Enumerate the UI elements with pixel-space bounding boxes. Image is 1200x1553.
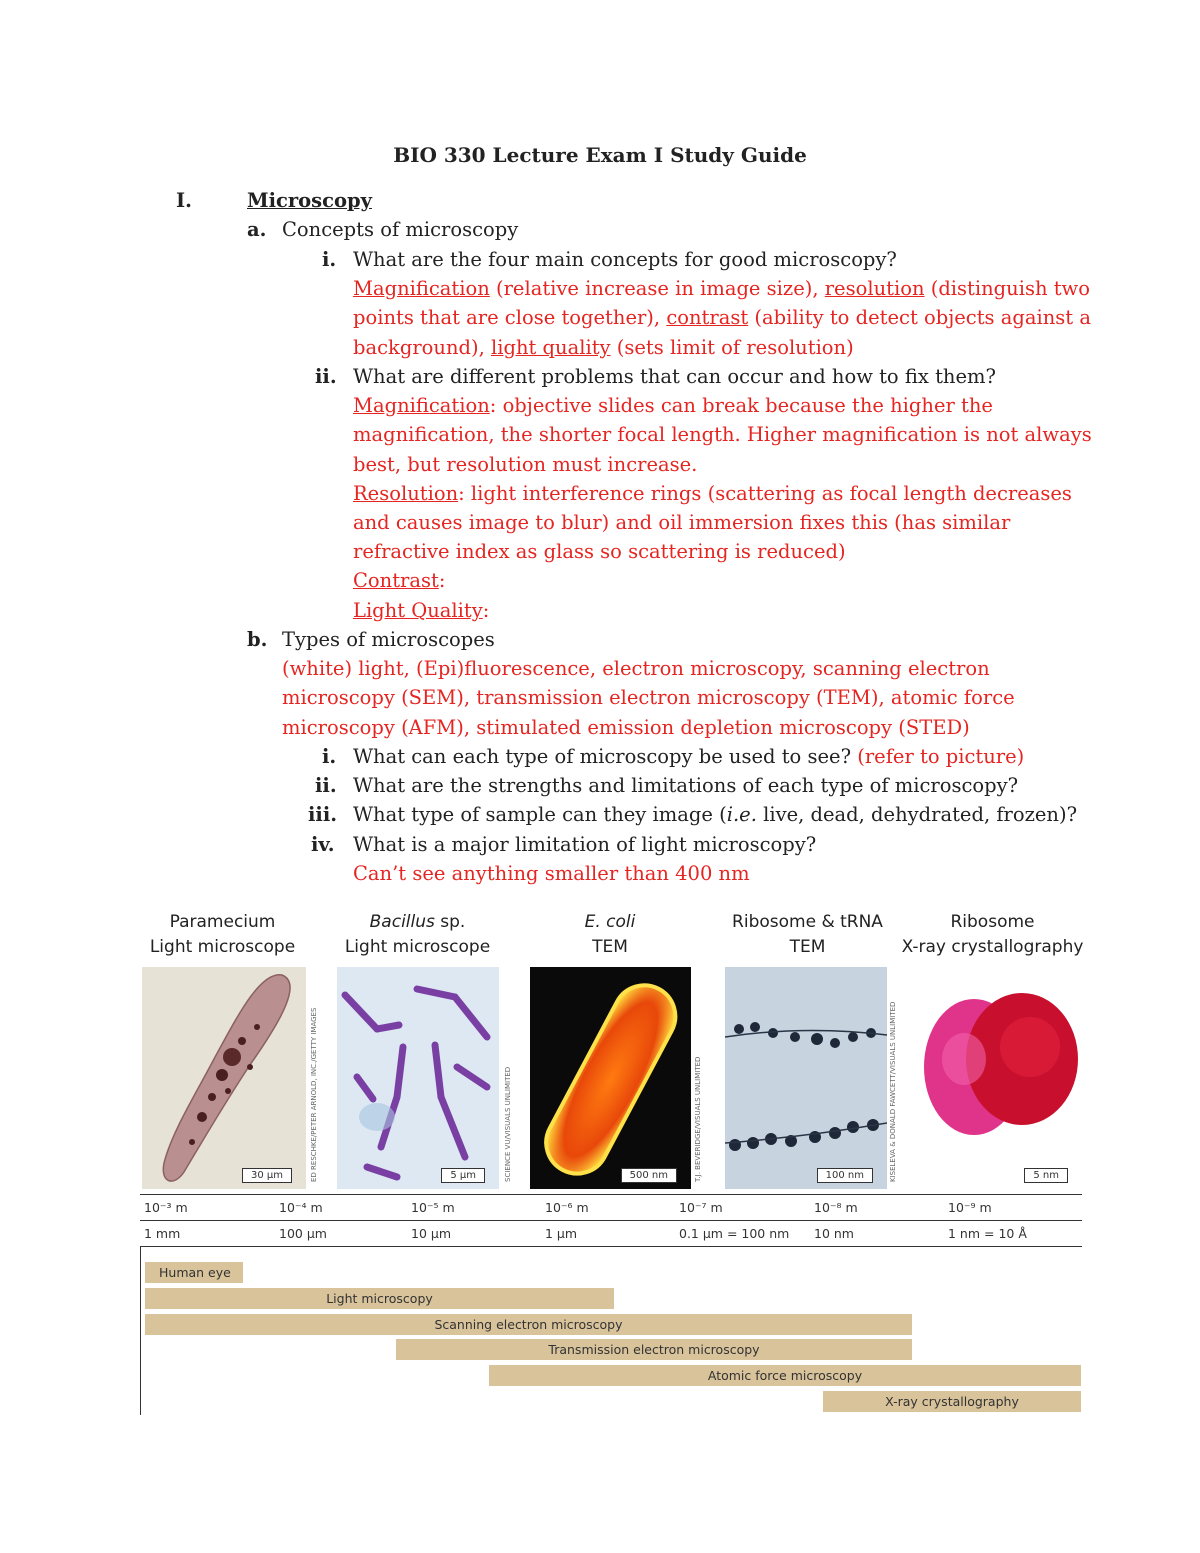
answer-text: (refer to picture) bbox=[857, 745, 1025, 768]
answer-text: : light interference rings (scattering as focal length decreases bbox=[458, 482, 1072, 505]
bacillus-drawing bbox=[337, 967, 499, 1189]
caption-text: sp. bbox=[434, 912, 466, 932]
scale-cell: 0.1 µm = 100 nm bbox=[679, 1226, 790, 1241]
technique-ranges bbox=[140, 1247, 1083, 1415]
range-bar-tem: Transmission electron microscopy bbox=[396, 1339, 912, 1360]
image-credit: KISELEVA & DONALD FAWCETT/VISUALS UNLIMITED bbox=[889, 1001, 897, 1182]
answer-text: background), bbox=[353, 336, 491, 359]
ecoli-image bbox=[530, 967, 691, 1189]
units-row bbox=[140, 1220, 1082, 1247]
item-a-ii-marker: ii. bbox=[315, 365, 337, 388]
item-b-iii-question bbox=[353, 800, 1077, 829]
caption-line: E. coli bbox=[584, 912, 636, 932]
item-a-label: Concepts of microscopy bbox=[282, 218, 519, 241]
caption-line: Paramecium bbox=[169, 912, 276, 932]
term-light-quality: Light Quality bbox=[353, 599, 483, 622]
meters-row bbox=[140, 1194, 1082, 1220]
scale-cell: 100 µm bbox=[279, 1226, 327, 1241]
scale-cell: 10 nm bbox=[814, 1226, 854, 1241]
scale-cell: 1 nm = 10 Å bbox=[948, 1226, 1027, 1241]
term-magnification: Magnification bbox=[353, 277, 490, 300]
item-b-ii-marker: ii. bbox=[315, 774, 337, 797]
scale-cell: 10 µm bbox=[411, 1226, 452, 1241]
caption-ecoli bbox=[530, 910, 690, 960]
answer-line: microscopy (AFM), stimulated emission depletion microscopy (STED) bbox=[282, 716, 970, 739]
range-bar-xray: X-ray crystallography bbox=[823, 1391, 1081, 1412]
answer-line: refractive index as glass so scattering is reduced) bbox=[353, 540, 846, 563]
answer-line bbox=[353, 303, 1091, 332]
range-bar-sem: Scanning electron microscopy bbox=[145, 1314, 912, 1335]
answer-line: magnification, the shorter focal length. Higher magnification is not always bbox=[353, 423, 1092, 446]
ribosome-tem-image bbox=[725, 967, 887, 1189]
answer-line: best, but resolution must increase. bbox=[353, 453, 698, 476]
item-b-i-marker: i. bbox=[322, 745, 337, 768]
answer-line bbox=[353, 566, 445, 595]
ribosome-tem-drawing bbox=[725, 967, 887, 1189]
answer-text: : objective slides can break because the higher the bbox=[489, 394, 993, 417]
item-b-ii-question: What are the strengths and limitations of each type of microscopy? bbox=[353, 774, 1019, 797]
caption-bacillus bbox=[335, 910, 500, 960]
term-light-quality: light quality bbox=[491, 336, 611, 359]
scale-cell: 10⁻⁹ m bbox=[948, 1200, 992, 1215]
image-credit: ED RESCHKE/PETER ARNOLD, INC./GETTY IMAGES bbox=[310, 1007, 318, 1182]
caption-line: Ribosome bbox=[950, 912, 1035, 932]
caption-line: TEM bbox=[789, 937, 826, 957]
paramecium-drawing bbox=[142, 967, 306, 1189]
item-b-label: Types of microscopes bbox=[282, 628, 495, 651]
caption-line bbox=[335, 910, 500, 935]
answer-line bbox=[353, 596, 489, 625]
caption-line: Light microscope bbox=[344, 937, 491, 957]
answer-text: (ability to detect objects against a bbox=[748, 306, 1091, 329]
caption-paramecium bbox=[140, 910, 305, 960]
section-heading: Microscopy bbox=[247, 189, 372, 212]
scale-cell: 10⁻⁸ m bbox=[814, 1200, 858, 1215]
scale-table bbox=[140, 1194, 1082, 1247]
term-resolution: Resolution bbox=[353, 482, 459, 505]
bacillus-image bbox=[337, 967, 499, 1189]
ribosome-xray-drawing bbox=[910, 967, 1082, 1189]
microscopy-scale-figure bbox=[140, 910, 1082, 1415]
answer-text: (sets limit of resolution) bbox=[610, 336, 854, 359]
item-b-iv-marker: iv. bbox=[311, 833, 335, 856]
scale-cell: 10⁻³ m bbox=[144, 1200, 188, 1215]
item-b-iv-question: What is a major limitation of light microscopy? bbox=[353, 833, 817, 856]
item-a-i-question: What are the four main concepts for good microscopy? bbox=[353, 248, 897, 271]
scale-bar: 30 µm bbox=[242, 1168, 292, 1183]
page-title: BIO 330 Lecture Exam I Study Guide bbox=[393, 143, 807, 167]
question-text: What can each type of microscopy be used to see? bbox=[353, 745, 858, 768]
caption-line: Light microscope bbox=[149, 937, 296, 957]
caption-ribosome-xray bbox=[895, 910, 1090, 960]
caption-line: X-ray crystallography bbox=[901, 937, 1084, 957]
item-a-i-marker: i. bbox=[322, 248, 337, 271]
answer-text: points that are close together), bbox=[353, 306, 667, 329]
caption-line: Ribosome & tRNA bbox=[732, 912, 883, 932]
answer-line bbox=[353, 333, 854, 362]
answer-text: : bbox=[482, 599, 490, 622]
answer-line bbox=[353, 274, 1090, 303]
term-resolution: resolution bbox=[824, 277, 925, 300]
term-contrast: contrast bbox=[666, 306, 749, 329]
ecoli-drawing bbox=[530, 967, 691, 1189]
caption-line: TEM bbox=[592, 937, 628, 957]
answer-line: Can’t see anything smaller than 400 nm bbox=[353, 862, 750, 885]
answer-line: and causes image to blur) and oil immersion fixes this (has similar bbox=[353, 511, 1011, 534]
item-a-ii-question: What are different problems that can occur and how to fix them? bbox=[353, 365, 996, 388]
paramecium-image bbox=[142, 967, 306, 1189]
scale-cell: 10⁻⁵ m bbox=[411, 1200, 455, 1215]
scale-bar: 100 nm bbox=[817, 1168, 873, 1183]
item-a-marker: a. bbox=[247, 218, 267, 241]
scale-cell: 10⁻⁴ m bbox=[279, 1200, 323, 1215]
range-bar-light-microscopy: Light microscopy bbox=[145, 1288, 614, 1309]
caption-italic: Bacillus bbox=[369, 912, 435, 932]
scale-bar: 500 nm bbox=[621, 1168, 677, 1183]
image-credit: T.J. BEVERIDGE/VISUALS UNLIMITED bbox=[694, 1056, 702, 1182]
answer-line: microscopy (SEM), transmission electron microscopy (TEM), atomic force bbox=[282, 686, 1015, 709]
answer-text: (relative increase in image size), bbox=[489, 277, 825, 300]
scale-cell: 10⁻⁶ m bbox=[545, 1200, 589, 1215]
range-bar-human-eye: Human eye bbox=[145, 1262, 243, 1283]
section-numeral: I. bbox=[176, 189, 192, 212]
item-b-i-question bbox=[353, 742, 1024, 771]
scale-cell: 1 mm bbox=[144, 1226, 181, 1241]
answer-line bbox=[353, 479, 1072, 508]
answer-text: (distinguish two bbox=[924, 277, 1090, 300]
answer-text: : bbox=[438, 569, 446, 592]
item-b-iii-marker: iii. bbox=[308, 803, 338, 826]
caption-ribosome-trna bbox=[715, 910, 900, 960]
term-contrast: Contrast bbox=[353, 569, 439, 592]
scale-bar: 5 µm bbox=[441, 1168, 485, 1183]
question-text: What type of sample can they image ( bbox=[353, 803, 727, 826]
scale-cell: 1 µm bbox=[545, 1226, 578, 1241]
image-credit: SCIENCE VU/VISUALS UNLIMITED bbox=[504, 1066, 512, 1182]
question-text-italic: i.e. bbox=[726, 803, 757, 826]
scale-cell: 10⁻⁷ m bbox=[679, 1200, 723, 1215]
question-text: live, dead, dehydrated, frozen)? bbox=[756, 803, 1078, 826]
range-bar-afm: Atomic force microscopy bbox=[489, 1365, 1081, 1386]
answer-line: (white) light, (Epi)fluorescence, electron microscopy, scanning electron bbox=[282, 657, 990, 680]
answer-line bbox=[353, 391, 993, 420]
item-b-marker: b. bbox=[247, 628, 268, 651]
ribosome-xray-image bbox=[910, 967, 1082, 1189]
scale-bar: 5 nm bbox=[1024, 1168, 1068, 1183]
term-magnification: Magnification bbox=[353, 394, 490, 417]
